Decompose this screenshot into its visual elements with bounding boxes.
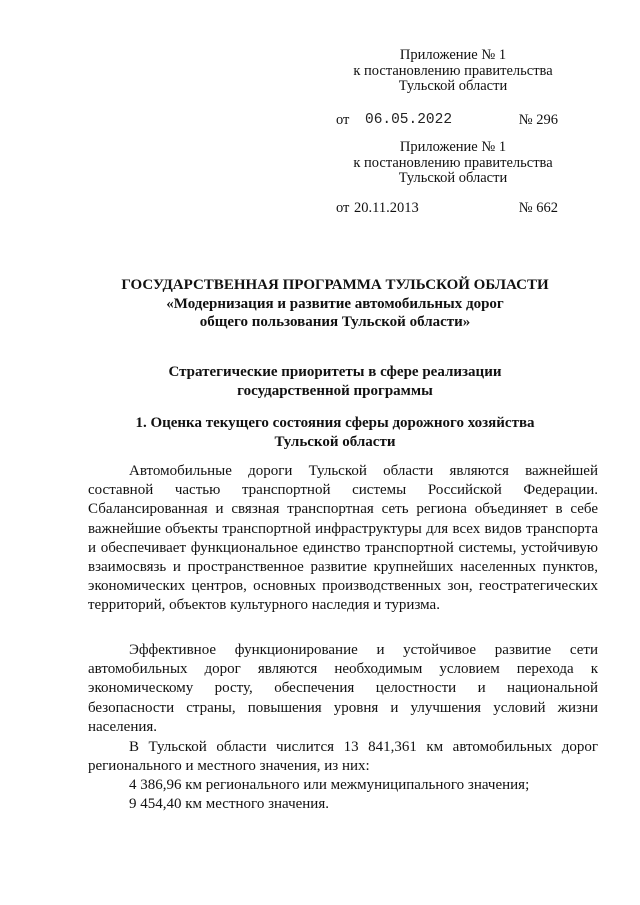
decree-number: № 662 <box>518 200 558 216</box>
decree-date-row-original <box>336 200 566 218</box>
decree-date: 06.05.2022 <box>365 112 453 128</box>
date-prefix: от <box>336 200 350 216</box>
decree-date-row-current <box>336 112 566 130</box>
section-heading <box>40 414 630 451</box>
appendix-title: Приложение № 1 <box>399 47 507 63</box>
appendix-region: Тульской области <box>398 170 508 186</box>
strategy-heading-line: Стратегические приоритеты в сфере реализации <box>168 364 502 380</box>
program-title-line: «Модернизация и развитие автомобильных дорог <box>166 295 504 312</box>
program-title-line: ГОСУДАРСТВЕННАЯ ПРОГРАММА ТУЛЬСКОЙ ОБЛАСТИ <box>121 277 549 293</box>
appendix-header-current <box>340 48 566 95</box>
road-length-item: 4 386,96 км регионального или межмуниципального значения; <box>129 777 530 793</box>
date-prefix: от <box>336 112 350 128</box>
road-length-item: 9 454,40 км местного значения. <box>129 796 329 812</box>
decree-number: № 296 <box>518 112 558 128</box>
program-title <box>40 276 630 332</box>
appendix-reference: к постановлению правительства <box>353 154 553 171</box>
body-paragraph: В Тульской области числится 13 841,361 км автомобильных дорог регионального и местного значения, из них: <box>88 739 598 775</box>
section-heading-line: Тульской области <box>274 433 396 450</box>
appendix-title: Приложение № 1 <box>399 139 507 155</box>
decree-date: 20.11.2013 <box>354 200 419 216</box>
strategy-heading <box>40 363 630 400</box>
appendix-header-original <box>340 140 566 187</box>
program-title-line: общего пользования Тульской области» <box>199 314 471 330</box>
body-paragraph: Автомобильные дороги Тульской области являются важнейшей составной частью транспортной системы Российской Федерации. Сбалансированная и связная транспортная сеть региона объединяет в себе важнейшие объекты транспортной инфраструктуры для всех видов транспорта и обеспечивает функциональное единство транспортной системы, устойчивую взаимосвязь и пространственное развитие крупнейших населенных пунктов, экономических центров, основных производственных зон, геостратегических территорий, объектов культурного наследия и туризма. <box>88 463 598 614</box>
appendix-reference: к постановлению правительства <box>353 62 553 79</box>
appendix-region: Тульской области <box>398 78 508 94</box>
section-heading-line: 1. Оценка текущего состояния сферы дорожного хозяйства <box>135 415 535 431</box>
body-paragraph: Эффективное функционирование и устойчивое развитие сети автомобильных дорог являются необходимым условием перехода к экономическому росту, обеспечения целостности и национальной безопасности страны, повышения уровня и улучшения условий жизни населения. <box>88 642 598 735</box>
strategy-heading-line: государственной программы <box>237 382 433 399</box>
